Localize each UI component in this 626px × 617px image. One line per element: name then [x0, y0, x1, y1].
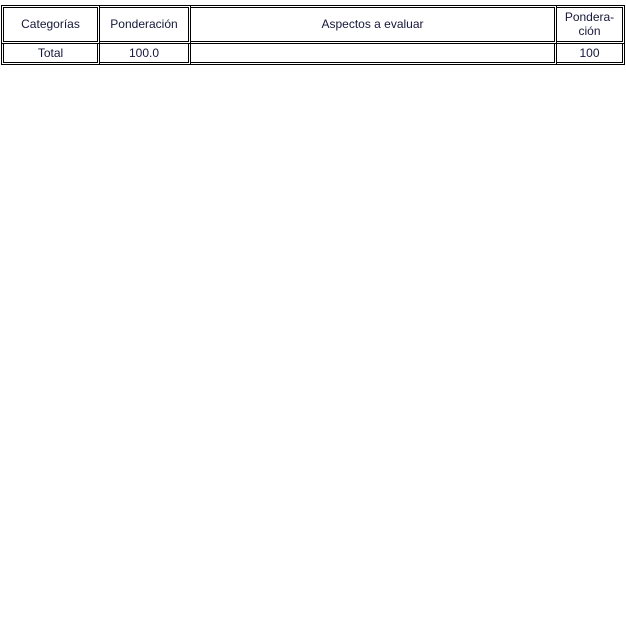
column-header-ponderacion-categoria: Ponderación [100, 5, 191, 44]
total-aspect-weight-cell: 100 [557, 44, 625, 65]
total-aspect-cell [191, 44, 557, 65]
table-body [1, 44, 625, 65]
column-header-categorias: Categorías [1, 5, 100, 44]
column-header-aspectos-a-evaluar: Aspectos a evaluar [191, 5, 557, 44]
rubric-table [1, 5, 625, 65]
total-category-weight-cell: 100.0 [100, 44, 191, 65]
total-row [1, 44, 625, 65]
header-row [1, 5, 625, 44]
total-label-cell: Total [1, 44, 100, 65]
ponderacion-header-line1: Pondera- [564, 10, 615, 25]
table-header [1, 5, 625, 44]
column-header-ponderacion-aspecto [557, 5, 625, 44]
ponderacion-header-line2: ción [578, 23, 601, 38]
